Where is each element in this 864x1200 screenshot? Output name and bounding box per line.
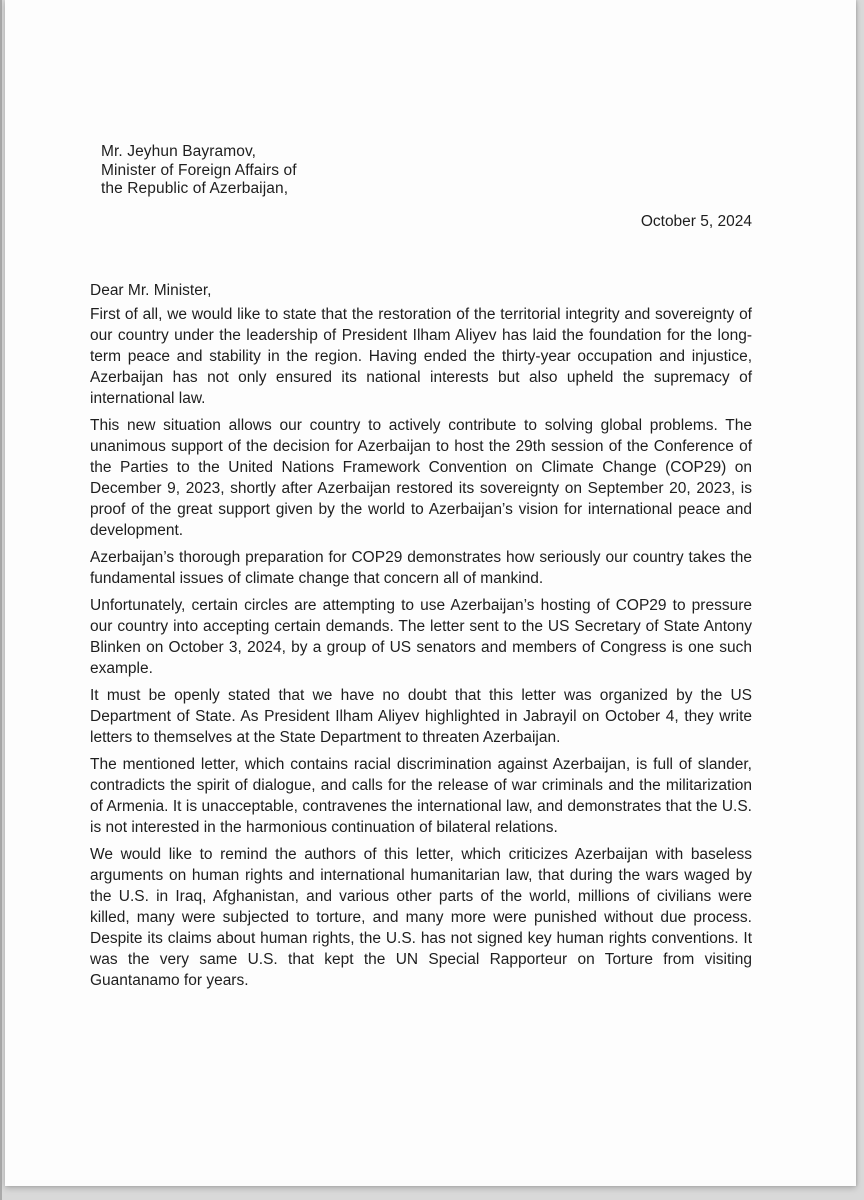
- letter-paragraph-6: The mentioned letter, which contains racial discrimination against Azerbaijan, is full of slander, contradicts the spirit of dialogue, and calls for the release of war criminals and the militarization of Armenia. It is unacceptable, contravenes the international law, and demonstrates that the U.S. is not interested in the harmonious continuation of bilateral relations.: [90, 756, 752, 836]
- recipient-line-name: Mr. Jeyhun Bayramov,: [101, 143, 257, 160]
- letter-paragraph-3: Azerbaijan’s thorough preparation for COP29 demonstrates how seriously our country takes the fundamental issues of climate change that concern all of mankind.: [90, 549, 752, 587]
- letter-paragraph-1: First of all, we would like to state that the restoration of the territorial integrity and sovereignty of our country under the leadership of President Ilham Aliyev has laid the foundation for the long-term peace and stability in the region. Having ended the thirty-year occupation and injustice, Azerbaijan has not only ensured its national interests but also upheld the supremacy of international law.: [90, 306, 752, 407]
- letter-page: [5, 0, 856, 1186]
- letter-paragraph-2: This new situation allows our country to actively contribute to solving global problems. The unanimous support of the decision for Azerbaijan to host the 29th session of the Conference of the Parties to the United Nations Framework Convention on Climate Change (COP29) on December 9, 2023, shortly after Azerbaijan restored its sovereignty on September 20, 2023, is proof of the great support given by the world to Azerbaijan’s vision for international peace and development.: [90, 417, 752, 539]
- recipient-line-country: the Republic of Azerbaijan,: [101, 180, 289, 197]
- letter-date: October 5, 2024: [640, 213, 752, 230]
- letter-body: [90, 280, 752, 997]
- salutation: Dear Mr. Minister,: [90, 282, 212, 299]
- recipient-line-title: Minister of Foreign Affairs of: [101, 161, 297, 179]
- letter-paragraph-7: We would like to remind the authors of this letter, which criticizes Azerbaijan with baseless arguments on human rights and international humanitarian law, that during the wars waged by the U.S. in Iraq, Afghanistan, and various other parts of the world, millions of civilians were killed, many were subjected to torture, and many more were punished without due process. Despite its claims about human rights, the U.S. has not signed key human rights conventions. It was the very same U.S. that kept the UN Special Rapporteur on Torture from visiting Guantanamo for years.: [90, 846, 752, 989]
- recipient-address-block: [101, 143, 297, 199]
- letter-paragraph-5: It must be openly stated that we have no doubt that this letter was organized by the US Department of State. As President Ilham Aliyev highlighted in Jabrayil on October 4, they write letters to themselves at the State Department to threaten Azerbaijan.: [90, 687, 752, 746]
- letter-paragraph-4: Unfortunately, certain circles are attempting to use Azerbaijan’s hosting of COP29 to pressure our country into accepting certain demands. The letter sent to the US Secretary of State Antony Blinken on October 3, 2024, by a group of US senators and members of Congress is one such example.: [90, 597, 752, 677]
- photo-left-edge: [0, 0, 2, 1200]
